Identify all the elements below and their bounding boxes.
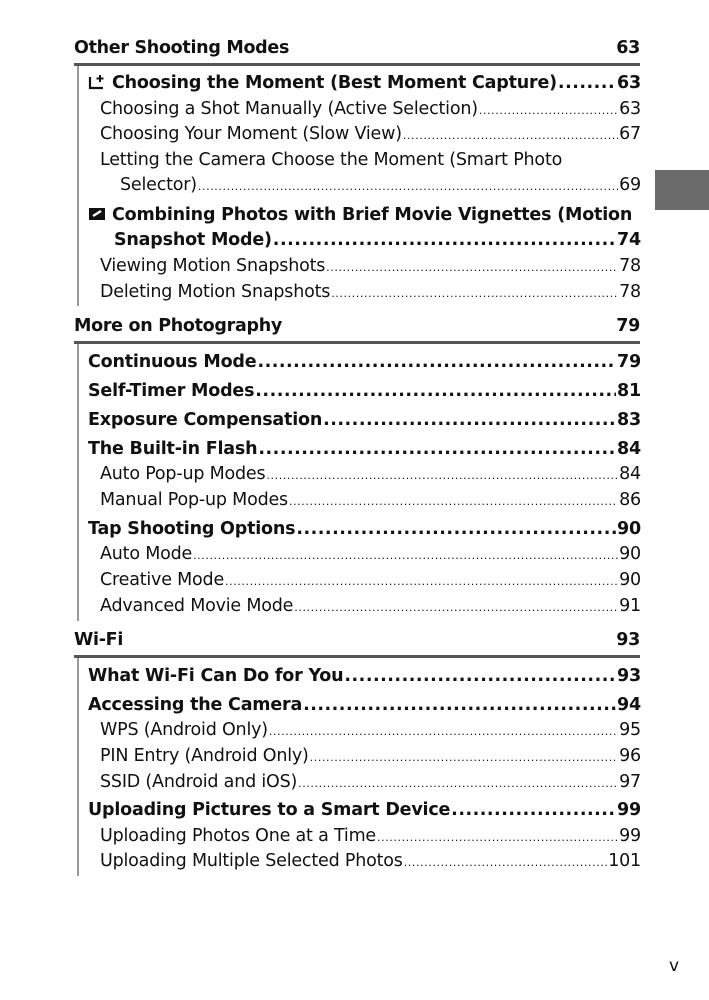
entry-page: 69 xyxy=(619,175,641,195)
entry-page: 83 xyxy=(617,410,641,430)
section-heading[interactable] xyxy=(74,316,640,340)
toc-entry-continued[interactable] xyxy=(120,173,641,197)
toc-entry[interactable] xyxy=(88,350,641,374)
entry-page: 79 xyxy=(617,352,641,372)
entry-page: 90 xyxy=(619,570,641,590)
leader-dots xyxy=(323,408,616,432)
entry-page: 95 xyxy=(619,720,641,740)
entry-title: WPS (Android Only) xyxy=(100,720,268,740)
entry-page: 74 xyxy=(617,230,641,250)
toc-entry[interactable] xyxy=(88,798,641,822)
entry-title: SSID (Android and iOS) xyxy=(100,772,298,792)
section-page: 93 xyxy=(616,630,640,650)
page-number: v xyxy=(669,956,680,976)
toc-entry[interactable] xyxy=(100,122,641,146)
leader-dots xyxy=(258,437,616,461)
entry-title: Uploading Photos One at a Time xyxy=(100,826,376,846)
entry-page: 101 xyxy=(608,851,641,871)
entry-title: Auto Mode xyxy=(100,544,193,564)
entry-page: 91 xyxy=(619,596,641,616)
toc-entry[interactable] xyxy=(88,379,641,403)
toc-entry[interactable] xyxy=(88,203,641,227)
toc-entry[interactable] xyxy=(88,664,641,688)
entry-page: 94 xyxy=(617,695,641,715)
toc-entry[interactable] xyxy=(88,71,641,95)
leader-dots xyxy=(269,718,618,744)
section-side-rule xyxy=(77,66,79,306)
leader-dots xyxy=(404,849,608,875)
leader-dots xyxy=(451,798,616,822)
leader-dots xyxy=(289,488,618,514)
entry-page: 78 xyxy=(619,282,641,302)
section-heading[interactable] xyxy=(74,38,640,62)
toc-entry-continued[interactable] xyxy=(114,228,641,252)
entry-title: Uploading Multiple Selected Photos xyxy=(100,851,403,871)
section-side-rule xyxy=(77,658,79,876)
leader-dots xyxy=(479,97,618,123)
leader-dots xyxy=(298,770,618,796)
leader-dots xyxy=(193,542,618,568)
entry-title: Continuous Mode xyxy=(88,352,257,372)
entry-page: 90 xyxy=(617,519,641,539)
entry-page: 84 xyxy=(619,464,641,484)
leader-dots xyxy=(225,568,618,594)
leader-dots xyxy=(344,664,616,688)
entry-page: 99 xyxy=(617,800,641,820)
motion-snapshot-icon xyxy=(88,205,106,229)
section-page: 63 xyxy=(616,38,640,58)
toc-entry[interactable] xyxy=(88,437,641,461)
leader-dots xyxy=(331,280,618,306)
toc-entry[interactable] xyxy=(100,849,641,873)
section-side-rule xyxy=(77,344,79,621)
entry-page: 81 xyxy=(617,381,641,401)
best-moment-capture-icon xyxy=(88,73,106,97)
toc-entry[interactable] xyxy=(88,693,641,717)
entry-title: Letting the Camera Choose the Moment (Smart Photo xyxy=(100,150,563,170)
leader-dots xyxy=(266,462,618,488)
entry-title: PIN Entry (Android Only) xyxy=(100,746,309,766)
leader-dots xyxy=(377,824,618,850)
toc-entry[interactable] xyxy=(100,770,641,794)
entry-page: 84 xyxy=(617,439,641,459)
toc-entry[interactable] xyxy=(100,462,641,486)
section-title: Other Shooting Modes xyxy=(74,38,290,58)
toc-entry[interactable] xyxy=(100,97,641,121)
toc-entry[interactable] xyxy=(100,542,641,566)
entry-page: 97 xyxy=(619,772,641,792)
leader-dots xyxy=(296,517,616,541)
leader-dots xyxy=(273,228,616,252)
entry-title: Uploading Pictures to a Smart Device xyxy=(88,800,451,820)
leader-dots xyxy=(558,71,616,95)
section-title: More on Photography xyxy=(74,316,282,336)
leader-dots xyxy=(198,173,618,199)
entry-title: Accessing the Camera xyxy=(88,695,303,715)
section-rule xyxy=(74,655,640,658)
entry-title: Creative Mode xyxy=(100,570,225,590)
section-title: Wi-Fi xyxy=(74,630,124,650)
entry-title: Choosing a Shot Manually (Active Selection) xyxy=(100,99,478,119)
leader-dots xyxy=(255,379,616,403)
section-rule xyxy=(74,341,640,344)
entry-page: 90 xyxy=(619,544,641,564)
entry-title: Combining Photos with Brief Movie Vignettes (Motion xyxy=(112,205,633,225)
leader-dots xyxy=(294,594,618,620)
leader-dots xyxy=(303,693,616,717)
entry-title: Self-Timer Modes xyxy=(88,381,255,401)
entry-title: Exposure Compensation xyxy=(88,410,323,430)
toc-entry[interactable] xyxy=(100,148,641,172)
entry-title: Manual Pop-up Modes xyxy=(100,490,288,510)
entry-title: Deleting Motion Snapshots xyxy=(100,282,331,302)
entry-title: The Built-in Flash xyxy=(88,439,258,459)
entry-title: Tap Shooting Options xyxy=(88,519,296,539)
entry-page: 63 xyxy=(619,99,641,119)
toc-entry[interactable] xyxy=(100,280,641,304)
leader-dots xyxy=(403,122,618,148)
chapter-thumb-tab xyxy=(655,170,709,210)
entry-title: What Wi-Fi Can Do for You xyxy=(88,666,344,686)
section-rule xyxy=(74,63,640,66)
toc-entry[interactable] xyxy=(100,594,641,618)
entry-page: 93 xyxy=(617,666,641,686)
toc-entry[interactable] xyxy=(100,744,641,768)
entry-page: 86 xyxy=(619,490,641,510)
entry-title: Viewing Motion Snapshots xyxy=(100,256,326,276)
leader-dots xyxy=(257,350,616,374)
toc-entry[interactable] xyxy=(100,718,641,742)
entry-title-continued: Snapshot Mode) xyxy=(114,230,272,250)
toc-entry[interactable] xyxy=(88,408,641,432)
toc-entry[interactable] xyxy=(100,568,641,592)
entry-title: Auto Pop-up Modes xyxy=(100,464,266,484)
toc-entry[interactable] xyxy=(100,824,641,848)
entry-title-continued: Selector) xyxy=(120,175,197,195)
entry-page: 67 xyxy=(619,124,641,144)
section-heading[interactable] xyxy=(74,630,640,654)
toc-entry[interactable] xyxy=(100,488,641,512)
entry-title: Advanced Movie Mode xyxy=(100,596,294,616)
section-page: 79 xyxy=(616,316,640,336)
entry-page: 96 xyxy=(619,746,641,766)
toc-entry[interactable] xyxy=(100,254,641,278)
entry-title: Choosing the Moment (Best Moment Capture) xyxy=(112,73,557,93)
toc-entry[interactable] xyxy=(88,517,641,541)
entry-page: 99 xyxy=(619,826,641,846)
entry-page: 63 xyxy=(617,73,641,93)
entry-title: Choosing Your Moment (Slow View) xyxy=(100,124,402,144)
leader-dots xyxy=(326,254,618,280)
leader-dots xyxy=(310,744,618,770)
entry-page: 78 xyxy=(619,256,641,276)
